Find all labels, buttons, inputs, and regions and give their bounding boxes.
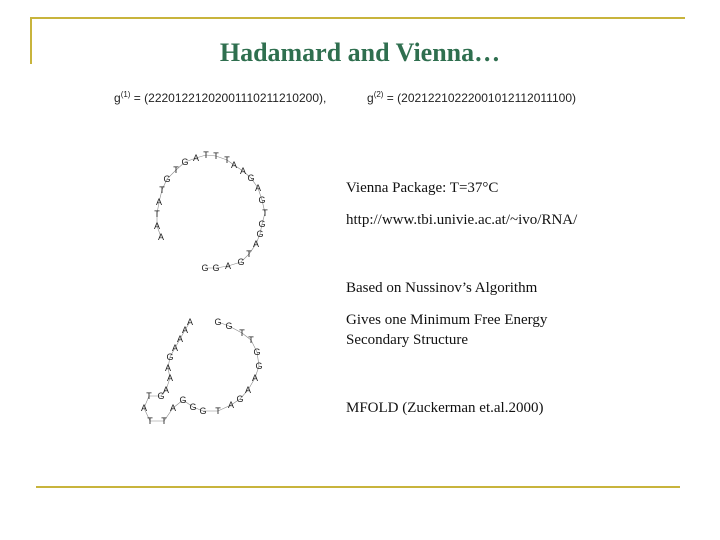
rna2-base: G	[236, 394, 244, 404]
rna2-base: T	[146, 391, 152, 401]
formula-g2-symbol: g	[367, 91, 374, 105]
rna2-base: A	[169, 403, 177, 413]
rna-structure-1	[154, 150, 268, 273]
rna2-base: G	[253, 347, 261, 357]
rna2-base: A	[181, 325, 189, 335]
rna2-base: T	[248, 335, 254, 345]
rna1-base: A	[254, 183, 262, 193]
note-vienna-package: Vienna Package: T=37°C	[346, 180, 499, 196]
rna1-base: A	[224, 261, 232, 271]
rna2-base: A	[171, 343, 179, 353]
rna1-base: A	[230, 160, 238, 170]
note-mfe-line1: Gives one Minimum Free Energy	[346, 312, 548, 328]
rna1-base: G	[212, 263, 220, 273]
rna1-base: A	[153, 221, 161, 231]
rna1-base: G	[258, 195, 266, 205]
formula-g1-value: = (22201221202001110211210200),	[130, 91, 327, 105]
rna2-base: G	[214, 317, 222, 327]
formula-g2-superscript: (2)	[373, 90, 384, 99]
rna1-base: G	[256, 229, 264, 239]
rna2-base: T	[147, 416, 153, 426]
rna1-base: T	[213, 151, 219, 161]
rna1-base: G	[237, 257, 245, 267]
rna2-base: A	[251, 373, 259, 383]
rna1-base: G	[163, 174, 171, 184]
slide-title: Hadamard and Vienna…	[219, 38, 501, 67]
rna1-base: T	[159, 185, 165, 195]
rna2-base: T	[161, 416, 167, 426]
rna2-base: G	[157, 391, 165, 401]
rna1-base: T	[173, 165, 179, 175]
rna2-base: A	[164, 363, 172, 373]
rna2-base: A	[162, 385, 170, 395]
rna2-base: G	[189, 402, 197, 412]
rna1-base: G	[247, 173, 255, 183]
note-mfe-line2: Secondary Structure	[346, 332, 469, 348]
formula-g2-value: = (20212210222001012112011100)	[383, 91, 576, 105]
rna2-base: G	[179, 395, 187, 405]
rna1-base: A	[239, 166, 247, 176]
rna1-base: T	[154, 209, 160, 219]
rna2-base: A	[176, 334, 184, 344]
rna2-base: A	[186, 317, 194, 327]
formula-g1-superscript: (1)	[120, 90, 131, 99]
formula-g1-symbol: g	[114, 91, 121, 105]
rna2-base: G	[166, 352, 174, 362]
rna1-base: T	[246, 249, 252, 259]
rna1-base: G	[258, 219, 266, 229]
rna2-base: G	[225, 321, 233, 331]
rna2-base: A	[244, 385, 252, 395]
rna1-base: T	[262, 208, 268, 218]
note-nussinov: Based on Nussinov’s Algorithm	[346, 280, 538, 296]
rna1-base: T	[203, 150, 209, 160]
rna1-base: T	[224, 155, 230, 165]
rna1-base: A	[155, 197, 163, 207]
note-mfold: MFOLD (Zuckerman et.al.2000)	[346, 400, 544, 416]
rna1-base: A	[252, 239, 260, 249]
rna2-base: T	[239, 328, 245, 338]
rna2-base: G	[199, 406, 207, 416]
rna1-base: A	[157, 232, 165, 242]
rna-structure-2	[141, 317, 263, 426]
rna1-base: G	[201, 263, 209, 273]
rna2-base: T	[215, 406, 221, 416]
rna2-base: A	[140, 403, 148, 413]
note-vienna-url: http://www.tbi.univie.ac.at/~ivo/RNA/	[346, 212, 578, 228]
rna2-base: G	[255, 361, 263, 371]
rna2-base: A	[166, 373, 174, 383]
rna2-base: A	[227, 400, 235, 410]
rna1-base: G	[181, 157, 189, 167]
rna1-base: A	[192, 153, 200, 163]
